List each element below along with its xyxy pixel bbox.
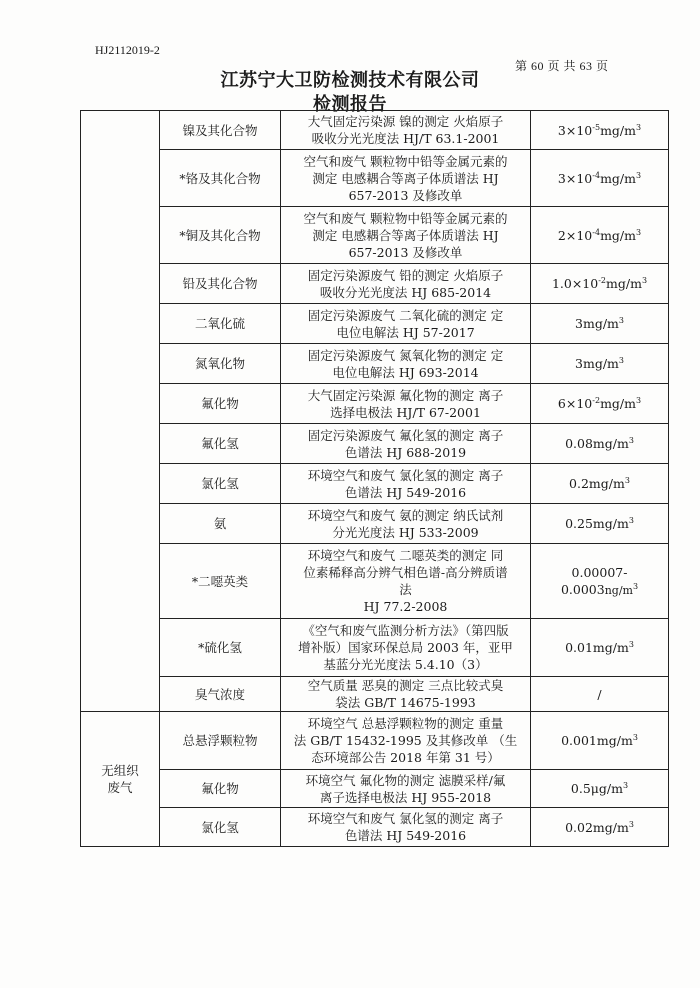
table-row [81,464,669,504]
method-line: 固定污染源废气 铅的测定 火焰原子 [307,267,504,283]
report-title: 检测报告 [313,94,387,115]
method-line: 657-2013 及修改单 [348,187,463,203]
detection-methods-table [80,110,669,847]
table-row [81,770,669,808]
method-cell [281,207,531,264]
method-line: 大气固定污染源 镍的测定 火焰原子 [307,114,504,129]
limit-exponent: 3 [628,516,634,525]
limit-base: 0.00007-0.0003 [560,564,628,597]
method-cell [281,770,531,808]
limit-base: 3mg/m [575,356,619,371]
table-row [81,619,669,677]
detection-limit-cell [531,464,669,504]
limit-base: 0.001mg/m [561,733,633,748]
method-line: 657-2013 及修改单 [348,244,463,260]
limit-base: 1.0×10 [551,276,599,291]
limit-base: 3mg/m [575,316,619,331]
limit-base: 0.01mg/m [565,640,629,655]
method-line: 环境空气和废气 氯化氢的测定 离子 [307,811,504,826]
limit-unit-exponent: 3 [635,170,642,180]
method-line: 环境空气 氟化物的测定 滤膜采样/氟 [305,772,506,788]
limit-unit-exponent: 3 [635,396,642,405]
limit-base: 2×10 [557,227,593,243]
item-cell: 臭气浓度 [160,677,281,712]
item-cell: *二噁英类 [160,544,281,619]
limit-unit: mg/m [600,122,636,138]
item-cell: 二氧化硫 [160,304,281,344]
detection-limit-cell [531,424,669,464]
method-line: 色谱法 HJ 688-2019 [344,444,467,460]
method-line: 固定污染源废气 氮氧化物的测定 定 [307,347,504,363]
method-cell [281,619,531,677]
limit-base: 6×10 [557,396,593,411]
method-line: 电位电解法 HJ 693-2014 [332,364,479,380]
limit-exponent: 3 [624,476,630,485]
item-cell: 氟化物 [160,770,281,808]
limit-base: 0.5μg/m [570,781,623,796]
method-cell [281,464,531,504]
method-line: 大气固定污染源 氟化物的测定 离子 [307,387,504,403]
item-cell: *铜及其化合物 [160,207,281,264]
method-line: 吸收分光光度法 HJ 685-2014 [319,284,492,300]
detection-limit-cell [531,770,669,808]
item-cell: 氮氧化物 [160,344,281,384]
table-row [81,677,669,712]
limit-base: 3×10 [557,122,593,138]
detection-limit-cell [531,712,669,770]
method-cell [281,712,531,770]
method-cell [281,304,531,344]
method-line: 测定 电感耦合等离子体质谱法 HJ [312,170,499,186]
table-row [81,544,669,619]
method-line: 增补版）国家环保总局 2003 年，亚甲 [298,640,513,655]
limit-unit-exponent: 3 [632,581,639,591]
limit-exponent: 3 [618,316,624,325]
method-line: 环境空气和废气 氯化氢的测定 离子 [307,467,504,483]
limit-exponent: -2 [592,396,601,405]
method-line: 电位电解法 HJ 57-2017 [336,324,475,340]
detection-limit-cell [531,150,669,207]
item-cell: *硫化氢 [160,619,281,677]
method-line: 空气和废气 颗粒物中铅等金属元素的 [303,153,508,169]
limit-unit: mg/m [606,276,642,291]
page-indicator: 第 60 页 共 63 页 [515,59,609,73]
method-line: 法 GB/T 15432-1995 及其修改单 （生 [293,733,518,748]
method-line: 位素稀释高分辨气相色谱-高分辨质谱 [303,565,508,580]
method-cell [281,344,531,384]
detection-limit-cell [531,264,669,304]
item-cell: 镍及其化合物 [160,111,281,150]
limit-exponent: -4 [592,170,601,180]
method-line: 测定 电感耦合等离子体质谱法 HJ [312,227,499,243]
table-row [81,712,669,770]
limit-exponent: 3 [628,819,634,829]
method-cell [281,384,531,424]
table-row [81,111,669,150]
detection-limit-cell [531,304,669,344]
limit-base: 0.02mg/m [565,819,629,835]
table-row [81,808,669,847]
limit-exponent: 3 [632,733,638,742]
limit-exponent: 3 [618,356,624,365]
limit-unit: mg/m [600,396,636,411]
method-cell [281,808,531,847]
limit-base: 0.25mg/m [565,516,629,531]
item-cell: 铅及其化合物 [160,264,281,304]
company-name: 江苏宁大卫防检测技术有限公司 [220,70,480,91]
item-cell: 总悬浮颗粒物 [160,712,281,770]
detection-limit-cell [531,207,669,264]
method-line: 环境空气 总悬浮颗粒物的测定 重量 [307,716,504,731]
item-cell: *铬及其化合物 [160,150,281,207]
item-cell: 氨 [160,504,281,544]
limit-unit: ng/m [604,583,633,597]
method-line: 环境空气和废气 氨的测定 纳氏试剂 [307,507,504,523]
method-line: 离子选择电极法 HJ 955-2018 [319,789,492,805]
method-line: 色谱法 HJ 549-2016 [344,828,467,843]
item-cell: 氯化氢 [160,808,281,847]
method-cell [281,111,531,150]
method-line: 环境空气和废气 二噁英类的测定 同 [307,548,504,563]
method-line: 色谱法 HJ 549-2016 [344,484,467,500]
limit-unit: mg/m [600,227,636,243]
limit-unit-exponent: 3 [641,276,648,285]
method-cell [281,677,531,712]
limit-base: 0.2mg/m [569,476,625,491]
method-line: 《空气和废气监测分析方法》（第四版 [302,623,509,638]
method-cell [281,504,531,544]
table-row [81,344,669,384]
method-line: 袋法 GB/T 14675-1993 [335,695,476,710]
limit-unit-exponent: 3 [635,122,642,132]
limit-base: 3×10 [557,170,593,186]
method-line: 空气和废气 颗粒物中铅等金属元素的 [303,210,508,226]
method-line: 选择电极法 HJ/T 67-2001 [330,404,481,420]
category-cell-organized [81,111,160,712]
method-cell [281,424,531,464]
category-label-line: 废气 [107,780,133,795]
detection-limit-cell [531,384,669,424]
method-line: 固定污染源废气 氟化氢的测定 离子 [307,427,504,443]
method-line: 态环境部公告 2018 年第 31 号） [311,750,500,765]
method-line: 固定污染源废气 二氧化硫的测定 定 [307,307,504,323]
detection-limit-cell [531,808,669,847]
method-line: 法 [399,582,412,597]
detection-limit-cell [531,111,669,150]
detection-limit-cell [531,619,669,677]
limit-unit: mg/m [600,170,636,186]
table-row [81,304,669,344]
method-cell [281,544,531,619]
method-cell [281,150,531,207]
table-row [81,424,669,464]
method-line: 吸收分光光度法 HJ/T 63.1-2001 [311,131,500,146]
limit-unit-exponent: 3 [635,227,642,237]
limit-exponent: -5 [592,122,601,132]
method-line: HJ 77.2-2008 [363,599,448,614]
item-cell: 氯化氢 [160,464,281,504]
limit-exponent: 3 [628,436,634,445]
method-line: 分光光度法 HJ 533-2009 [332,524,479,540]
detection-limit-cell [531,677,669,712]
category-cell-unorganized-gas [81,712,160,847]
detection-limit-cell [531,504,669,544]
table-row [81,264,669,304]
limit-exponent: -2 [598,276,607,285]
category-label-line: 无组织 [101,763,139,778]
method-line: 空气质量 恶臭的测定 三点比较式臭 [307,678,504,693]
report-number: HJ2112019-2 [95,43,160,57]
table-row [81,207,669,264]
detection-limit-cell [531,344,669,384]
detection-limit-cell [531,544,669,619]
method-cell [281,264,531,304]
table-row [81,150,669,207]
item-cell: 氟化物 [160,384,281,424]
limit-base: 0.08mg/m [565,436,629,451]
item-cell: 氟化氢 [160,424,281,464]
method-line: 基蓝分光光度法 5.4.10（3） [323,657,488,672]
limit-exponent: 3 [622,781,629,790]
table-row [81,384,669,424]
limit-exponent: 3 [628,640,634,649]
limit-base: / [597,686,602,702]
table-row [81,504,669,544]
limit-exponent: -4 [592,227,601,237]
